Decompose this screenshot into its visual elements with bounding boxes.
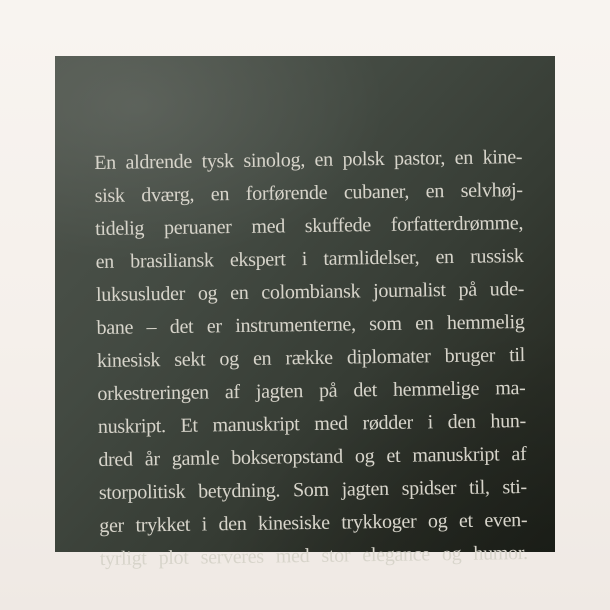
blurb-line: tyrligt plot serveres med stor elegance og humor. [99, 541, 528, 570]
blurb-line: kinesisk sekt og en række diplomater bruger til [96, 344, 526, 372]
blurb-line: En aldrende tysk sinolog, en polsk pastor, en kine- [94, 146, 523, 175]
blurb-line: luksusluder og en colombiansk journalist på ude- [95, 278, 525, 306]
blurb-line: tidelig peruaner med skuffede forfatterdrømme, [95, 212, 524, 240]
blurb-line: en brasiliansk ekspert i tarmlidelser, en russisk [95, 245, 524, 273]
blurb-line: bane – det er instrumenterne, som en hemmelig [96, 311, 525, 339]
blurb-line: nuskript. Et manuskript med rødder i den hun- [97, 410, 527, 438]
blurb-line: sisk dværg, en forførende cubaner, en selvhøj- [94, 179, 523, 208]
blurb-line: dred år gamle bokseropstand og et manuskript af [98, 443, 527, 471]
blurb-line: storpolitisk betydning. Som jagten spidser til, sti- [98, 476, 527, 504]
blurb-line: orkestreringen af jagten på det hemmelige ma- [97, 377, 526, 405]
book-back-cover [55, 56, 555, 570]
blurb-line: ger trykket i den kinesiske trykkoger og et even- [99, 508, 528, 537]
blurb-text-block [94, 141, 528, 576]
